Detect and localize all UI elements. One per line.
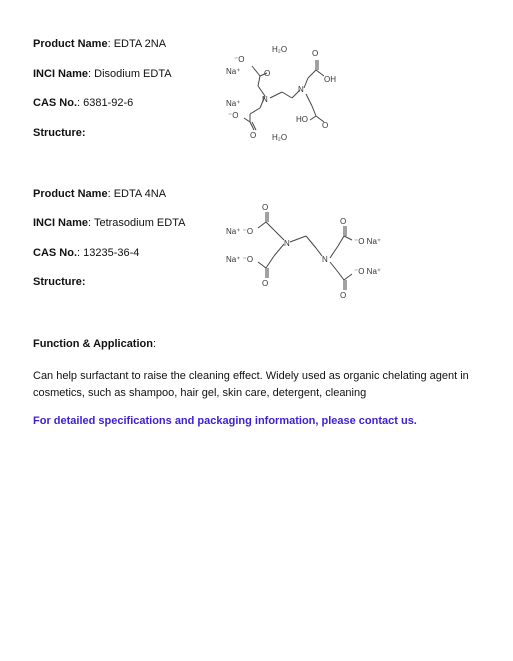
cas-number-label: CAS No.: [33, 247, 77, 259]
o2-label: O: [262, 279, 269, 288]
o-bottom-right-label: O: [322, 121, 329, 130]
separator: :: [107, 38, 114, 50]
o-top-right-label: O: [312, 49, 319, 58]
product-name-value: EDTA 2NA: [113, 38, 167, 50]
inci-name-label: INCI Name: [33, 217, 89, 229]
separator: :: [107, 188, 114, 200]
ho-bottom-label: HO: [296, 115, 308, 124]
separator: :: [88, 68, 95, 80]
oh-top-label: OH: [324, 75, 336, 84]
o-minus-top-label: ⁻O: [234, 55, 245, 64]
o4-label: O: [340, 291, 347, 300]
o-minus-bottom-label: ⁻O: [228, 111, 239, 120]
edta-4na-structure-drawing: [222, 200, 412, 300]
function-text: Can help surfactant to raise the cleaning effect. Widely used as organic chelating agent in cosmetics, such as shampoo, hair gel, skin care, detergent, cleaning: [33, 370, 469, 399]
edta-2na-structure-drawing: [220, 42, 360, 146]
na4-label: ⁻O Na⁺: [354, 267, 382, 276]
function-heading: [33, 338, 156, 350]
function-heading-label: Function & Application: [33, 338, 153, 350]
inci-name-label: INCI Name: [33, 68, 89, 80]
separator: :: [77, 97, 84, 109]
o-top-left-label: O: [264, 69, 271, 78]
na-bottom-label: Na⁺: [226, 99, 241, 108]
n-left-label: N: [262, 95, 268, 104]
inci-name-value: Tetrasodium EDTA: [93, 217, 186, 229]
product2-inci-line: [33, 217, 185, 229]
o-bottom-left-label: O: [250, 131, 257, 140]
n-right-label: N: [322, 255, 328, 264]
product1-inci-line: [33, 68, 172, 80]
na1-label: Na⁺ ⁻O: [226, 227, 254, 236]
inci-name-value: Disodium EDTA: [94, 68, 172, 80]
na3-label: ⁻O Na⁺: [354, 237, 382, 246]
product2-cas-line: [33, 247, 139, 259]
separator: :: [88, 217, 94, 229]
na-top-label: Na⁺: [226, 67, 241, 76]
product1-cas-line: [33, 97, 133, 109]
product1-name-line: [33, 38, 166, 50]
contact-note: For detailed specifications and packaging information, please contact us.: [33, 415, 417, 427]
cas-number-value: 13235-36-4: [83, 247, 140, 259]
edta-2na-structure: [220, 42, 360, 146]
cas-number-value: 6381-92-6: [83, 97, 134, 109]
na2-label: Na⁺ ⁻O: [226, 255, 254, 264]
product-name-label: Product Name: [33, 38, 108, 50]
n-left-label: N: [284, 239, 290, 248]
product2-name-line: [33, 188, 166, 200]
water-top-label: H₂O: [272, 45, 288, 54]
separator: :: [152, 338, 157, 350]
n-right-label: N: [298, 85, 304, 94]
water-bottom-label: H₂O: [272, 133, 288, 142]
separator: :: [77, 247, 84, 259]
o3-label: O: [340, 217, 347, 226]
edta-4na-structure: [222, 200, 412, 300]
product-name-value: EDTA 4NA: [113, 188, 167, 200]
cas-number-label: CAS No.: [33, 97, 77, 109]
product-name-label: Product Name: [33, 188, 108, 200]
product2-structure-label: Structure:: [33, 276, 86, 288]
product1-structure-label: Structure:: [33, 127, 86, 139]
o1-label: O: [262, 203, 269, 212]
